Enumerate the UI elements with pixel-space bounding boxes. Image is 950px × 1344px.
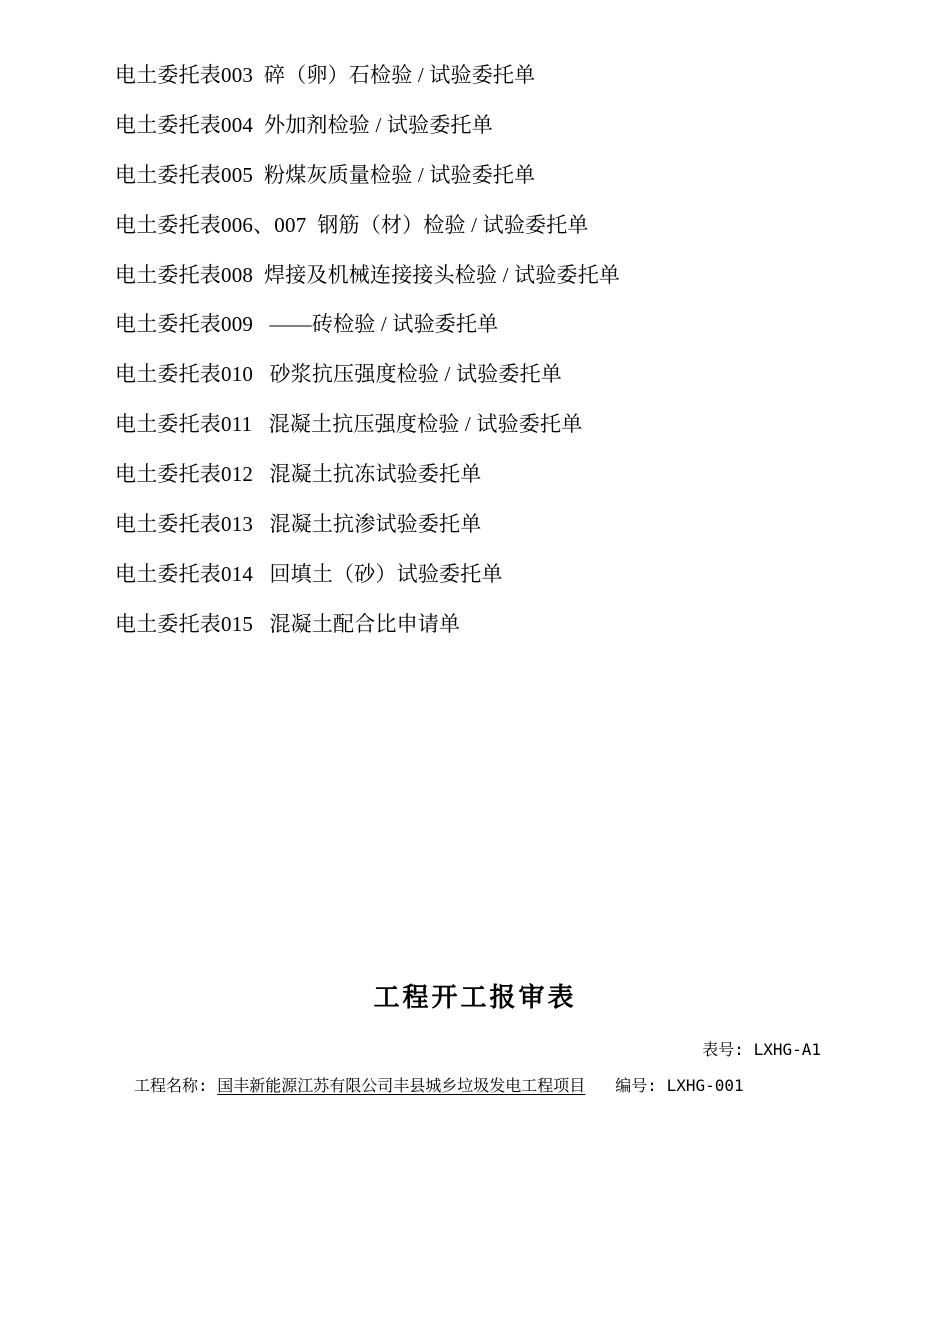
project-name: 国丰新能源江苏有限公司丰县城乡垃圾发电工程项目 — [217, 1076, 586, 1095]
project-info-row — [134, 1074, 744, 1098]
list-item: 电土委托表008 焊接及机械连接接头检验 / 试验委托单 — [115, 262, 621, 287]
list-item: 电土委托表005 粉煤灰质量检验 / 试验委托单 — [115, 162, 536, 187]
list-item: 电土委托表013 混凝土抗渗试验委托单 — [115, 512, 482, 537]
project-label: 工程名称: — [134, 1076, 208, 1095]
form-code-value: LXHG-A1 — [753, 1040, 821, 1059]
list-item: 电土委托表004 外加剂检验 / 试验委托单 — [115, 112, 493, 137]
list-item: 电土委托表010 砂浆抗压强度检验 / 试验委托单 — [115, 362, 562, 387]
list-item: 电土委托表015 混凝土配合比申请单 — [115, 611, 461, 636]
list-item: 电土委托表009 ——砖检验 / 试验委托单 — [115, 312, 499, 337]
list-item: 电土委托表011 混凝土抗压强度检验 / 试验委托单 — [115, 412, 583, 437]
form-code-label: 表号: — [702, 1040, 744, 1059]
serial-value: LXHG-001 — [666, 1076, 744, 1095]
list-item: 电土委托表012 混凝土抗冻试验委托单 — [115, 462, 482, 487]
list-item: 电土委托表014 回填土（砂）试验委托单 — [115, 561, 503, 586]
form-code-row — [702, 1038, 821, 1062]
list-item: 电土委托表003 碎（卵）石检验 / 试验委托单 — [115, 63, 536, 87]
entrust-form-list — [115, 58, 895, 657]
list-item: 电土委托表006、007 钢筋（材）检验 / 试验委托单 — [115, 212, 589, 237]
form-title: 工程开工报审表 — [373, 983, 577, 1013]
serial-label: 编号: — [615, 1076, 657, 1095]
